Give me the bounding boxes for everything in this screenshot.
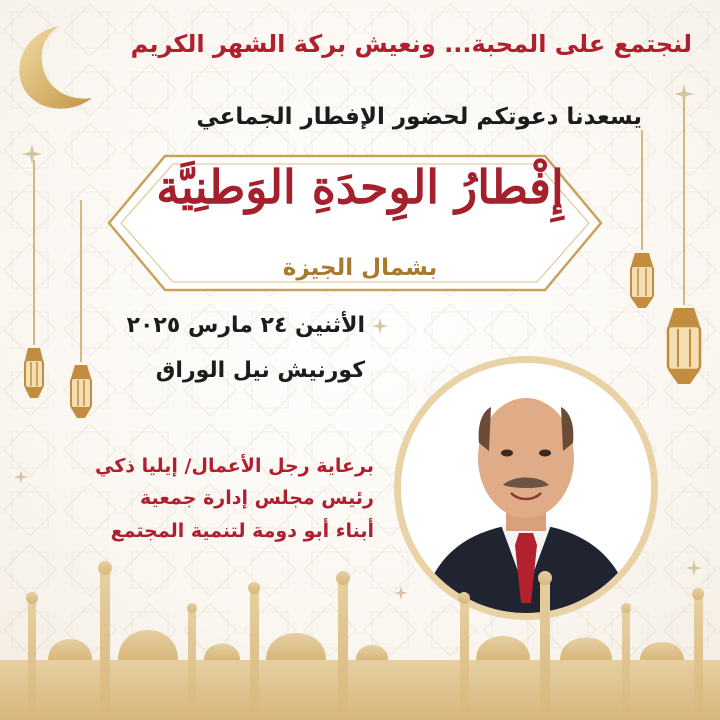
- slogan: لنجتمع على المحبة... ونعيش بركة الشهر الكريم: [130, 30, 692, 58]
- star-icon: [14, 470, 28, 484]
- event-location-area: بشمال الجيزة: [282, 255, 438, 281]
- lantern-icon: [628, 130, 656, 315]
- lantern-icon: [68, 200, 94, 425]
- crescent-moon-icon: [0, 18, 110, 118]
- event-date: الأثنين ٢٤ مارس ٢٠٢٥: [126, 313, 365, 338]
- sponsor-role: رئيس مجلس إدارة جمعية: [140, 487, 374, 509]
- event-venue: كورنيش نيل الوراق: [155, 358, 365, 383]
- event-title: إِفْطارُ الوِحدَةِ الوَطنِيَّة: [156, 160, 564, 214]
- lantern-icon: [664, 100, 704, 395]
- star-icon: [372, 318, 388, 334]
- sponsor-organization: أبناء أبو دومة لتنمية المجتمع: [110, 520, 374, 542]
- sponsor-name: برعاية رجل الأعمال/ إيليا ذكي: [94, 455, 374, 477]
- mosque-skyline: [0, 540, 720, 720]
- invitation-text: يسعدنا دعوتكم لحضور الإفطار الجماعي: [196, 104, 642, 130]
